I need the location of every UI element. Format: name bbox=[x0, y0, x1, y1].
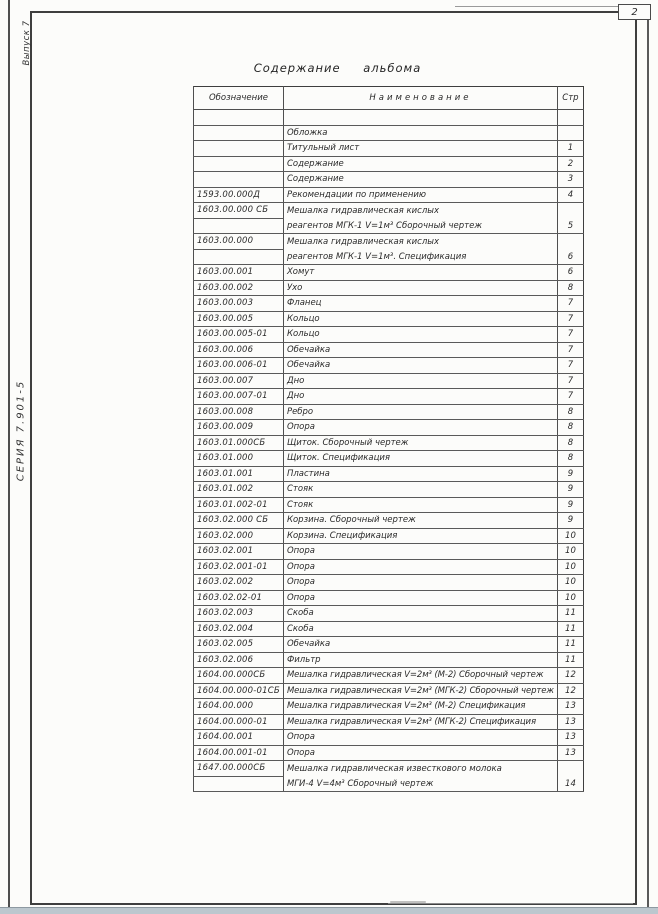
page-cell: 9 bbox=[557, 482, 583, 498]
table-row bbox=[194, 435, 584, 451]
page-cell: 11 bbox=[557, 621, 583, 637]
page-cell: 11 bbox=[557, 637, 583, 653]
page-cell bbox=[557, 234, 583, 250]
page-cell: 7 bbox=[557, 296, 583, 312]
name-cell: Корзина. Спецификация bbox=[283, 528, 557, 544]
designation-cell: 1603.00.007 bbox=[194, 373, 284, 389]
name-cell: Скоба bbox=[283, 621, 557, 637]
page-cell: 11 bbox=[557, 652, 583, 668]
page-cell: 10 bbox=[557, 575, 583, 591]
name-cell: Опора bbox=[283, 745, 557, 761]
spine-issue-label: Выпуск 7 bbox=[22, 20, 32, 66]
name-cell bbox=[283, 110, 557, 126]
name-cell: Опора bbox=[283, 420, 557, 436]
name-cell: Опора bbox=[283, 544, 557, 560]
designation-cell: 1603.00.008 bbox=[194, 404, 284, 420]
page-cell: 2 bbox=[557, 156, 583, 172]
scan-edge-left bbox=[8, 0, 10, 914]
page-cell: 6 bbox=[557, 265, 583, 281]
bleed-through-mark bbox=[390, 901, 426, 903]
table-row bbox=[194, 187, 584, 203]
table-row bbox=[194, 714, 584, 730]
table-row bbox=[194, 730, 584, 746]
designation-cell: 1603.01.000СБ bbox=[194, 435, 284, 451]
page-cell: 10 bbox=[557, 559, 583, 575]
name-cell: Корзина. Сборочный чертеж bbox=[283, 513, 557, 529]
page-cell bbox=[557, 125, 583, 141]
table-row bbox=[194, 559, 584, 575]
designation-cell: 1603.00.000 bbox=[194, 234, 284, 250]
name-cell: Стояк bbox=[283, 497, 557, 513]
name-cell: Скоба bbox=[283, 606, 557, 622]
table-row bbox=[194, 590, 584, 606]
table-row bbox=[194, 373, 584, 389]
designation-cell: 1603.01.001 bbox=[194, 466, 284, 482]
column-header-page: Стр bbox=[557, 87, 583, 110]
page-cell: 8 bbox=[557, 435, 583, 451]
name-cell: Опора bbox=[283, 575, 557, 591]
contents-table bbox=[193, 86, 584, 792]
designation-cell bbox=[194, 249, 284, 265]
table-row bbox=[194, 637, 584, 653]
table-row bbox=[194, 110, 584, 126]
table-row bbox=[194, 280, 584, 296]
column-header-designation: Обозначение bbox=[194, 87, 284, 110]
name-cell: Мешалка гидравлическая кислых bbox=[283, 234, 557, 250]
name-cell: МГИ-4 V=4м³ Сборочный чертеж bbox=[283, 776, 557, 792]
designation-cell: 1603.02.006 bbox=[194, 652, 284, 668]
spine-series-label: СЕРИЯ 7.901-5 bbox=[15, 379, 27, 482]
table-row bbox=[194, 141, 584, 157]
designation-cell: 1604.00.000-01 bbox=[194, 714, 284, 730]
name-cell: Мешалка гидравлическая V=2м³ (М-2) Спецификация bbox=[283, 699, 557, 715]
table-header-row bbox=[194, 87, 584, 110]
name-cell: Кольцо bbox=[283, 327, 557, 343]
name-cell: Мешалка гидравлическая V=2м³ (МГК-2) Сборочный чертеж bbox=[283, 683, 557, 699]
table-row bbox=[194, 513, 584, 529]
designation-cell: 1603.02.003 bbox=[194, 606, 284, 622]
name-cell: Дно bbox=[283, 373, 557, 389]
table-row bbox=[194, 327, 584, 343]
designation-cell: 1603.02.001 bbox=[194, 544, 284, 560]
name-cell: Обечайка bbox=[283, 342, 557, 358]
table-row bbox=[194, 466, 584, 482]
page-cell: 4 bbox=[557, 187, 583, 203]
designation-cell: 1603.02.004 bbox=[194, 621, 284, 637]
page-cell: 1 bbox=[557, 141, 583, 157]
designation-cell: 1603.00.009 bbox=[194, 420, 284, 436]
page-cell: 3 bbox=[557, 172, 583, 188]
table-row bbox=[194, 451, 584, 467]
table-row bbox=[194, 404, 584, 420]
column-header-name: Наименование bbox=[283, 87, 557, 110]
designation-cell bbox=[194, 218, 284, 234]
page-cell: 13 bbox=[557, 699, 583, 715]
name-cell: Содержание bbox=[283, 156, 557, 172]
page-cell: 5 bbox=[557, 218, 583, 234]
name-cell: Опора bbox=[283, 730, 557, 746]
bleed-through-line bbox=[388, 903, 633, 904]
table-row bbox=[194, 234, 584, 250]
page-cell: 8 bbox=[557, 451, 583, 467]
designation-cell: 1603.00.005 bbox=[194, 311, 284, 327]
page-cell: 13 bbox=[557, 730, 583, 746]
name-cell: Рекомендации по применению bbox=[283, 187, 557, 203]
table-row bbox=[194, 203, 584, 219]
sheet-number-box bbox=[618, 4, 651, 20]
name-cell: Фланец bbox=[283, 296, 557, 312]
page-cell: 9 bbox=[557, 497, 583, 513]
page-cell: 7 bbox=[557, 311, 583, 327]
name-cell: Мешалка гидравлическая известкового молока bbox=[283, 761, 557, 777]
name-cell: Мешалка гидравлическая кислых bbox=[283, 203, 557, 219]
page-cell: 14 bbox=[557, 776, 583, 792]
table-row bbox=[194, 125, 584, 141]
name-cell: реагентов МГК-1 V=1м³. Спецификация bbox=[283, 249, 557, 265]
table-row bbox=[194, 606, 584, 622]
name-cell: Содержание bbox=[283, 172, 557, 188]
page-cell: 7 bbox=[557, 327, 583, 343]
name-cell: Мешалка гидравлическая V=2м³ (МГК-2) Спецификация bbox=[283, 714, 557, 730]
page-cell: 7 bbox=[557, 342, 583, 358]
name-cell: Дно bbox=[283, 389, 557, 405]
table-row bbox=[194, 776, 584, 792]
designation-cell bbox=[194, 141, 284, 157]
designation-cell bbox=[194, 776, 284, 792]
name-cell: Кольцо bbox=[283, 311, 557, 327]
name-cell: Опора bbox=[283, 590, 557, 606]
page-cell: 13 bbox=[557, 745, 583, 761]
page-cell: 11 bbox=[557, 606, 583, 622]
page-cell: 7 bbox=[557, 389, 583, 405]
table-row bbox=[194, 668, 584, 684]
table-row bbox=[194, 621, 584, 637]
designation-cell: 1603.02.005 bbox=[194, 637, 284, 653]
designation-cell: 1603.00.006 bbox=[194, 342, 284, 358]
table-row bbox=[194, 156, 584, 172]
name-cell: Обечайка bbox=[283, 637, 557, 653]
page-cell bbox=[557, 761, 583, 777]
table-row bbox=[194, 389, 584, 405]
designation-cell: 1603.02.02-01 bbox=[194, 590, 284, 606]
table-row bbox=[194, 745, 584, 761]
page-cell: 8 bbox=[557, 404, 583, 420]
designation-cell: 1603.00.001 bbox=[194, 265, 284, 281]
designation-cell: 1603.00.005-01 bbox=[194, 327, 284, 343]
table-row bbox=[194, 172, 584, 188]
designation-cell bbox=[194, 156, 284, 172]
table-row bbox=[194, 699, 584, 715]
designation-cell: 1604.00.000-01СБ bbox=[194, 683, 284, 699]
designation-cell: 1603.00.000 СБ bbox=[194, 203, 284, 219]
contents-table-body bbox=[194, 110, 584, 792]
designation-cell bbox=[194, 172, 284, 188]
designation-cell: 1603.00.003 bbox=[194, 296, 284, 312]
page-cell: 9 bbox=[557, 513, 583, 529]
page-cell: 12 bbox=[557, 683, 583, 699]
table-row bbox=[194, 218, 584, 234]
table-row bbox=[194, 342, 584, 358]
page-cell bbox=[557, 110, 583, 126]
name-cell: Опора bbox=[283, 559, 557, 575]
name-cell: Хомут bbox=[283, 265, 557, 281]
table-row bbox=[194, 761, 584, 777]
designation-cell: 1593.00.000Д bbox=[194, 187, 284, 203]
page-cell bbox=[557, 203, 583, 219]
table-row bbox=[194, 420, 584, 436]
page-cell: 10 bbox=[557, 528, 583, 544]
name-cell: Щиток. Сборочный чертеж bbox=[283, 435, 557, 451]
page-cell: 7 bbox=[557, 358, 583, 374]
table-row bbox=[194, 544, 584, 560]
name-cell: Титульный лист bbox=[283, 141, 557, 157]
sheet-number: 2 bbox=[631, 6, 638, 18]
name-cell: Щиток. Спецификация bbox=[283, 451, 557, 467]
designation-cell: 1603.02.000 СБ bbox=[194, 513, 284, 529]
page-cell: 10 bbox=[557, 590, 583, 606]
name-cell: Фильтр bbox=[283, 652, 557, 668]
table-row bbox=[194, 575, 584, 591]
table-row bbox=[194, 683, 584, 699]
name-cell: Ребро bbox=[283, 404, 557, 420]
designation-cell: 1603.01.000 bbox=[194, 451, 284, 467]
designation-cell: 1604.00.000СБ bbox=[194, 668, 284, 684]
table-row bbox=[194, 249, 584, 265]
name-cell: Пластина bbox=[283, 466, 557, 482]
page-cell: 13 bbox=[557, 714, 583, 730]
scan-edge-right bbox=[647, 5, 649, 908]
designation-cell: 1603.00.002 bbox=[194, 280, 284, 296]
table-row bbox=[194, 265, 584, 281]
designation-cell: 1604.00.001-01 bbox=[194, 745, 284, 761]
table-row bbox=[194, 311, 584, 327]
designation-cell: 1603.00.007-01 bbox=[194, 389, 284, 405]
designation-cell: 1603.02.002 bbox=[194, 575, 284, 591]
name-cell: Обечайка bbox=[283, 358, 557, 374]
designation-cell bbox=[194, 110, 284, 126]
name-cell: Мешалка гидравлическая V=2м³ (М-2) Сборочный чертеж bbox=[283, 668, 557, 684]
frame-top-edge-line bbox=[455, 6, 619, 7]
page-cell: 7 bbox=[557, 373, 583, 389]
page-title: Содержание альбома bbox=[253, 61, 422, 75]
page-cell: 8 bbox=[557, 420, 583, 436]
designation-cell: 1647.00.000СБ bbox=[194, 761, 284, 777]
table-row bbox=[194, 482, 584, 498]
designation-cell bbox=[194, 125, 284, 141]
designation-cell: 1604.00.000 bbox=[194, 699, 284, 715]
name-cell: Обложка bbox=[283, 125, 557, 141]
name-cell: Стояк bbox=[283, 482, 557, 498]
page-cell: 9 bbox=[557, 466, 583, 482]
page-cell: 6 bbox=[557, 249, 583, 265]
table-row bbox=[194, 528, 584, 544]
name-cell: Ухо bbox=[283, 280, 557, 296]
designation-cell: 1603.01.002 bbox=[194, 482, 284, 498]
page-cell: 10 bbox=[557, 544, 583, 560]
page-cell: 12 bbox=[557, 668, 583, 684]
designation-cell: 1603.02.001-01 bbox=[194, 559, 284, 575]
page-cell: 8 bbox=[557, 280, 583, 296]
designation-cell: 1603.02.000 bbox=[194, 528, 284, 544]
scan-edge-bottom-band bbox=[0, 907, 658, 914]
designation-cell: 1603.01.002-01 bbox=[194, 497, 284, 513]
designation-cell: 1603.00.006-01 bbox=[194, 358, 284, 374]
table-row bbox=[194, 652, 584, 668]
table-row bbox=[194, 296, 584, 312]
name-cell: реагентов МГК-1 V=1м³ Сборочный чертеж bbox=[283, 218, 557, 234]
table-row bbox=[194, 497, 584, 513]
designation-cell: 1604.00.001 bbox=[194, 730, 284, 746]
table-row bbox=[194, 358, 584, 374]
